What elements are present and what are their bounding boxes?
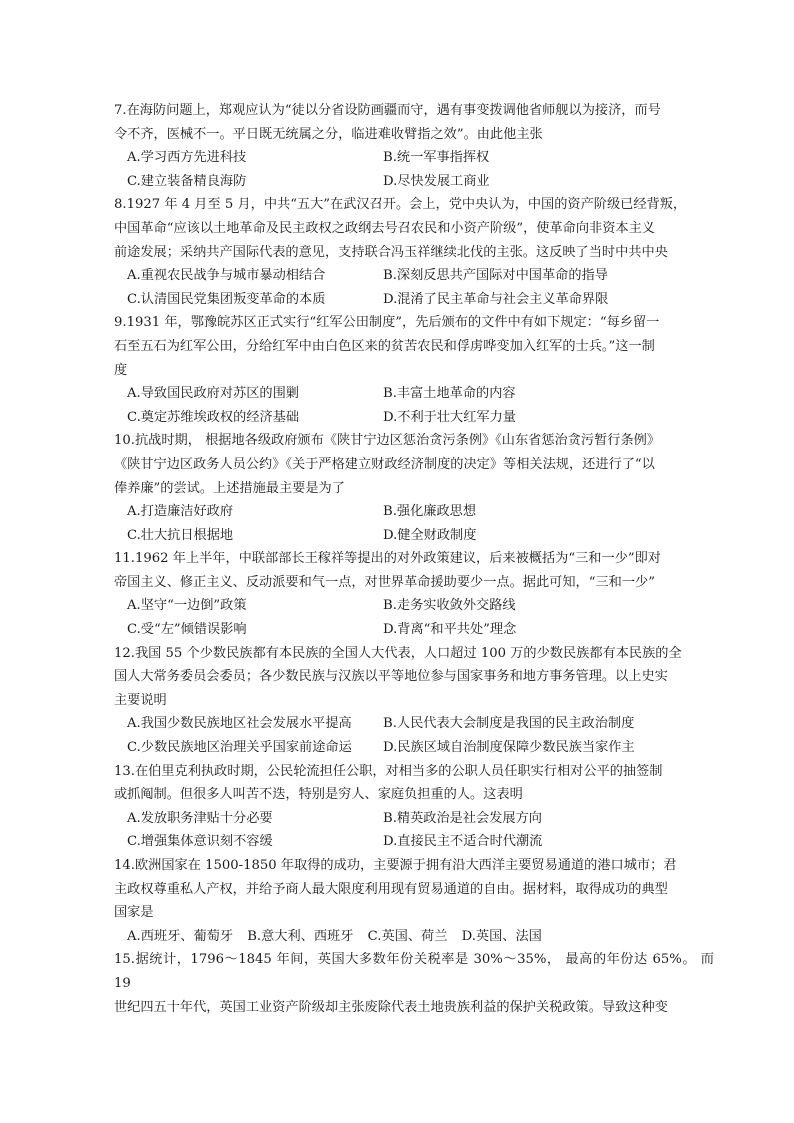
option-c[interactable]: C.少数民族地区治理关乎国家前途命运 <box>127 740 352 756</box>
answer-options <box>114 807 714 854</box>
question-text-line: 12.我国 55 个少数民族都有本民族的全国人大代表，人口超过 100 万的少数民族都有本民族的全 <box>114 645 682 661</box>
question-text-line: 15.据统计，1796～1845 年间，英国大多数年份关税率是 30%～35%， 最高的年份达 65%。 而 19 <box>114 952 714 991</box>
option-a[interactable]: A.发放职务津贴十分必要 <box>127 810 273 826</box>
option-b[interactable]: B.人民代表大会制度是我国的民主政治制度 <box>383 716 635 732</box>
question-15 <box>114 948 714 1019</box>
option-a[interactable]: A.坚守“一边倒”政策 <box>127 598 247 614</box>
answer-options <box>114 925 714 949</box>
question-text-line: 世纪四五十年代，英国工业资产阶级却主张废除代表土地贵族利益的保护关税政策。导致这种变 <box>114 999 668 1015</box>
question-text-line: 主政权尊重私人产权，并给予商人最大限度利用现有贸易通道的自由。据材料，取得成功的典型 <box>114 881 668 897</box>
question-7 <box>114 99 714 193</box>
option-c[interactable]: C.壮大抗日根据地 <box>127 527 234 543</box>
question-text-line: 度 <box>114 362 128 378</box>
question-text-line: 或抓阄制。但很多人叫苦不迭，特别是穷人、家庭负担重的人。这表明 <box>114 787 523 803</box>
question-text-line: 石至五石为红军公田，分给红军中由白色区来的贫苦农民和俘虏哗变加入红军的士兵。”这一制 <box>114 338 655 354</box>
question-text-line: 《陕甘宁边区政务人员公约》《关于严格建立财政经济制度的决定》等相关法规，还进行了“以 <box>114 456 655 472</box>
option-c[interactable]: C.增强集体意识刻不容缓 <box>127 834 273 850</box>
option-d[interactable]: D.民族区域自治制度保障少数民族当家作主 <box>383 740 635 756</box>
option-b[interactable]: B.强化廉政思想 <box>383 504 477 520</box>
question-text-line: 国人大常务委员会委员；各少数民族与汉族以平等地位参与国家事务和地方事务管理。以上史实 <box>114 669 668 685</box>
option-a[interactable]: A.我国少数民族地区社会发展水平提高 <box>127 716 352 732</box>
option-a[interactable]: A.导致国民政府对苏区的围剿 <box>127 386 299 402</box>
answer-options <box>114 712 714 759</box>
question-text-line: 俸养廉”的尝试。上述措施最主要是为了 <box>114 480 345 496</box>
answer-options <box>114 264 714 311</box>
option-b[interactable]: B.深刻反思共产国际对中国革命的指导 <box>383 268 608 284</box>
question-text-line: 8.1927 年 4 月至 5 月，中共“五大”在武汉召开。会上，党中央认为，中国的资产阶级已经背叛， <box>114 197 687 213</box>
exam-page <box>114 99 714 1019</box>
answer-options <box>114 594 714 641</box>
question-9 <box>114 311 714 429</box>
option-c[interactable]: C.受“左”倾错误影响 <box>127 622 247 638</box>
question-text-line: 13.在伯里克利执政时期，公民轮流担任公职，对相当多的公职人员任职实行相对公平的抽签制 <box>114 763 663 779</box>
question-text-line: 前途发展；采纳共产国际代表的意见，支持联合冯玉祥继续北伐的主张。这反映了当时中共中央 <box>114 244 668 260</box>
option-d[interactable]: D.英国、法国 <box>461 928 542 944</box>
option-b[interactable]: B.丰富土地革命的内容 <box>383 386 516 402</box>
question-8 <box>114 193 714 311</box>
option-a[interactable]: A.打造廉洁好政府 <box>127 504 234 520</box>
question-13 <box>114 760 714 854</box>
option-d[interactable]: D.不利于壮大红军力量 <box>383 409 516 425</box>
option-c[interactable]: C.英国、荷兰 <box>367 928 448 944</box>
answer-options <box>114 146 714 193</box>
option-d[interactable]: D.混淆了民主革命与社会主义革命界限 <box>383 291 609 307</box>
question-14 <box>114 854 714 948</box>
question-11 <box>114 547 714 641</box>
option-d[interactable]: D.背离“和平共处”理念 <box>383 622 517 638</box>
option-c[interactable]: C.建立装备精良海防 <box>127 173 247 189</box>
question-10 <box>114 429 714 547</box>
question-text-line: 令不齐，医械不一。平日既无统属之分，临进难收臂指之效”。由此他主张 <box>114 126 543 142</box>
question-12 <box>114 642 714 760</box>
option-a[interactable]: A.重视农民战争与城市暴动相结合 <box>127 268 326 284</box>
question-text-line: 10.抗战时期， 根据地各级政府颁布《陕甘宁边区惩治贪污条例》《山东省惩治贪污暂行条例》 <box>114 433 661 449</box>
question-text-line: 主要说明 <box>114 692 167 708</box>
question-text-line: 国家是 <box>114 905 154 921</box>
option-b[interactable]: B.统一军事指挥权 <box>383 150 490 166</box>
option-a[interactable]: A.学习西方先进科技 <box>127 150 247 166</box>
question-text-line: 7.在海防问题上，郑观应认为“徒以分省设防画疆而守，遇有事变拨调他省师舰以为接济，而号 <box>114 103 661 118</box>
question-text-line: 11.1962 年上半年，中联部部长王稼祥等提出的对外政策建议，后来被概括为“三和一少”即对 <box>114 551 661 567</box>
option-d[interactable]: D.健全财政制度 <box>383 527 477 543</box>
option-b[interactable]: B.意大利、西班牙 <box>247 928 354 944</box>
option-a[interactable]: A.西班牙、葡萄牙 <box>127 928 234 944</box>
option-b[interactable]: B.走务实收敛外交路线 <box>383 598 516 614</box>
option-d[interactable]: D.尽快发展工商业 <box>383 173 490 189</box>
question-text-line: 14.欧洲国家在 1500-1850 年取得的成功，主要源于拥有沿大西洋主要贸易通道的港口城市；君 <box>114 858 677 873</box>
option-b[interactable]: B.精英政治是社会发展方向 <box>383 810 542 826</box>
option-d[interactable]: D.直接民主不适合时代潮流 <box>383 834 543 850</box>
option-c[interactable]: C.认清国民党集团叛变革命的本质 <box>127 291 326 307</box>
answer-options <box>114 500 714 547</box>
option-c[interactable]: C.奠定苏维埃政权的经济基础 <box>127 409 300 425</box>
answer-options <box>114 382 714 429</box>
question-text-line: 帝国主义、修正主义、反动派要和气一点，对世界革命援助要少一点。据此可知，“三和一少” <box>114 574 655 590</box>
question-text-line: 中国革命“应该以土地革命及民主政权之政纲去号召农民和小资产阶级”，使革命向非资本主义 <box>114 220 655 236</box>
question-text-line: 9.1931 年，鄂豫皖苏区正式实行“红军公田制度”，先后颁布的文件中有如下规定：“每乡留一 <box>114 315 660 331</box>
